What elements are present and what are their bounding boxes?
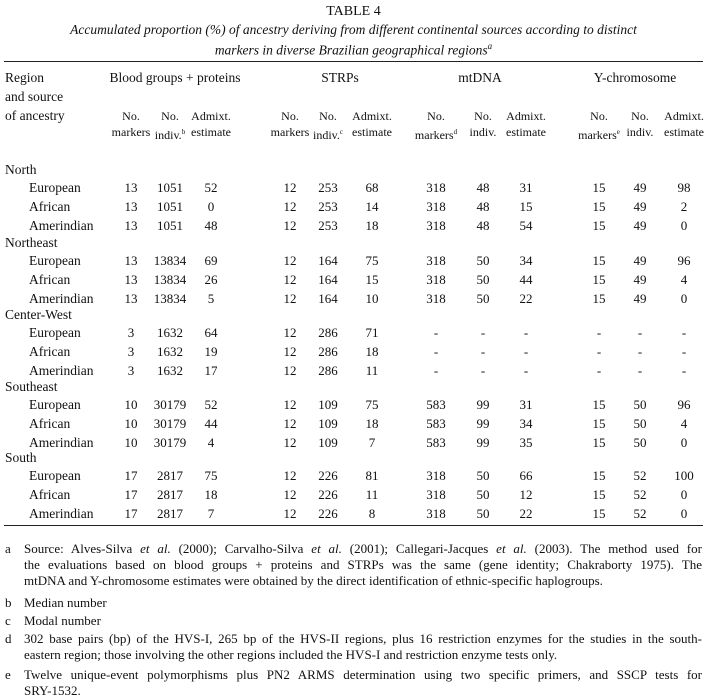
- subheader-footnote-mark: c: [339, 128, 343, 136]
- table-cell: 12: [283, 253, 297, 268]
- table-cell: 226: [318, 468, 338, 483]
- bottom-rule: [4, 525, 703, 526]
- table-cell: 50: [476, 468, 490, 483]
- table-cell: 15: [592, 397, 606, 412]
- table-cell: 48: [476, 180, 490, 195]
- table-cell: 15: [592, 435, 606, 450]
- table-cell: 50: [476, 272, 490, 287]
- table-cell: 226: [318, 487, 338, 502]
- ancestry-source-label: Amerindian: [29, 291, 94, 306]
- table-cell: 34: [519, 253, 533, 268]
- table-cell: 13834: [153, 291, 187, 306]
- table-cell: -: [637, 344, 643, 359]
- table-cell: 99: [476, 397, 490, 412]
- subheader-line-1: No.: [281, 109, 299, 123]
- table-cell: 99: [476, 435, 490, 450]
- stub-header-line: of ancestry: [5, 108, 65, 123]
- table-cell: 4: [680, 416, 688, 431]
- subheader-line-2: indiv.: [626, 125, 654, 139]
- table-cell: -: [433, 363, 439, 378]
- table-cell: 164: [318, 253, 338, 268]
- table-cell: 12: [283, 180, 297, 195]
- table-cell: 1632: [157, 363, 183, 378]
- table-cell: 1051: [157, 218, 183, 233]
- table-cell: 318: [426, 253, 446, 268]
- subheader-line-2: indiv.$^c$: [313, 128, 343, 142]
- subheader-line-2: indiv.$^b$: [154, 128, 186, 142]
- region-label: South: [5, 450, 37, 465]
- table-cell: 318: [426, 180, 446, 195]
- table-cell: 1051: [157, 180, 183, 195]
- table-cell: 68: [365, 180, 379, 195]
- table-cell: 253: [318, 199, 338, 214]
- table-cell: 15: [592, 291, 606, 306]
- table-cell: 2817: [157, 506, 183, 521]
- table-cell: 98: [677, 180, 691, 195]
- table-cell: 75: [365, 397, 379, 412]
- table-cell: 0: [680, 435, 688, 450]
- subheader-line-1: No.: [427, 109, 445, 123]
- table-cell: 3: [127, 325, 135, 340]
- table-cell: 18: [365, 344, 379, 359]
- table-cell: -: [480, 344, 486, 359]
- footnote-text: [24, 667, 702, 699]
- table-cell: 49: [633, 180, 647, 195]
- table-cell: 48: [476, 218, 490, 233]
- table-cell: 15: [592, 506, 606, 521]
- table-cell: 15: [365, 272, 379, 287]
- table-cell: 7: [368, 435, 376, 450]
- table-cell: 1632: [157, 325, 183, 340]
- column-group-header: Y-chromosome: [593, 70, 677, 85]
- footnote-line: Modal number: [24, 613, 101, 628]
- table-cell: 50: [633, 416, 647, 431]
- footnote-text: [24, 631, 702, 663]
- table-cell: 22: [519, 291, 533, 306]
- table-cell: 30179: [153, 435, 187, 450]
- table-cell: 96: [677, 397, 691, 412]
- ancestry-source-label: European: [29, 180, 81, 195]
- table-cell: 12: [283, 325, 297, 340]
- footnote-mark: b: [5, 595, 12, 610]
- table-cell: 15: [592, 272, 606, 287]
- table-cell: -: [596, 344, 602, 359]
- ancestry-source-label: European: [29, 468, 81, 483]
- table-cell: 30179: [153, 397, 187, 412]
- table-cell: 109: [318, 397, 338, 412]
- table-cell: 18: [365, 416, 379, 431]
- table-cell: 11: [365, 487, 379, 502]
- table-title: TABLE 4: [326, 4, 381, 19]
- table-cell: 11: [365, 363, 379, 378]
- table-cell: 0: [680, 291, 688, 306]
- table-cell: 226: [318, 506, 338, 521]
- table-cell: 81: [365, 468, 379, 483]
- table-cell: 2817: [157, 468, 183, 483]
- table-cell: 15: [592, 416, 606, 431]
- table-cell: 7: [207, 506, 215, 521]
- column-subheader: [339, 108, 402, 140]
- subheader-line-2: markers$^d$: [414, 128, 458, 142]
- footnote-mark: a: [5, 541, 11, 556]
- table-cell: 13: [124, 291, 138, 306]
- table-caption: [20, 21, 687, 59]
- table-cell: 253: [318, 180, 338, 195]
- ancestry-source-label: Amerindian: [29, 363, 94, 378]
- column-group-header: STRPs: [321, 70, 359, 85]
- table-cell: 583: [426, 435, 446, 450]
- table-cell: 15: [592, 199, 606, 214]
- subheader-line-1: No.: [161, 109, 179, 123]
- column-subheader: [181, 108, 241, 140]
- table-cell: 12: [283, 344, 297, 359]
- ancestry-source-label: Amerindian: [29, 506, 94, 521]
- footnote-line: Median number: [24, 595, 107, 610]
- table-cell: 13: [124, 272, 138, 287]
- subheader-line-2: estimate: [506, 125, 546, 139]
- table-cell: 164: [318, 291, 338, 306]
- table-cell: 15: [519, 199, 533, 214]
- subheader-footnote-mark: e: [616, 128, 620, 136]
- table-cell: 99: [476, 416, 490, 431]
- table-cell: -: [637, 325, 643, 340]
- table-cell: 49: [633, 253, 647, 268]
- table-cell: 0: [680, 218, 688, 233]
- subheader-line-1: No.: [122, 109, 140, 123]
- table-cell: 15: [592, 180, 606, 195]
- table-cell: -: [637, 363, 643, 378]
- table-cell: 31: [519, 397, 533, 412]
- table-cell: -: [433, 344, 439, 359]
- column-subheader: [654, 108, 707, 140]
- table-cell: 253: [318, 218, 338, 233]
- table-cell: 12: [283, 506, 297, 521]
- table-cell: 5: [207, 291, 215, 306]
- table-cell: 286: [318, 344, 338, 359]
- subheader-line-1: Admixt.: [352, 109, 392, 123]
- table-cell: 12: [283, 272, 297, 287]
- table-cell: 34: [519, 416, 533, 431]
- subheader-line-1: Admixt.: [506, 109, 546, 123]
- footnote-line: mtDNA and Y-chromosome estimates were obtained by the direct identification of ethnic-specific haplogroups.: [24, 573, 603, 588]
- table-cell: 109: [318, 435, 338, 450]
- table-cell: 22: [519, 506, 533, 521]
- table-cell: 52: [633, 468, 647, 483]
- table-cell: 52: [204, 180, 218, 195]
- table-cell: 17: [124, 487, 138, 502]
- table-cell: 286: [318, 363, 338, 378]
- table-cell: 75: [204, 468, 218, 483]
- table-cell: 13: [124, 199, 138, 214]
- table-cell: 13: [124, 180, 138, 195]
- table-cell: 15: [592, 253, 606, 268]
- table-cell: 19: [204, 344, 218, 359]
- table-cell: 10: [124, 435, 138, 450]
- table-cell: 4: [207, 435, 215, 450]
- table-cell: 71: [365, 325, 379, 340]
- table-cell: 18: [365, 218, 379, 233]
- subheader-line-1: Admixt.: [191, 109, 231, 123]
- ancestry-source-label: African: [29, 272, 71, 287]
- table-cell: 18: [204, 487, 218, 502]
- footnote-line: eastern region; those involving the other regions included the HVS-I and restriction enzyme tests only.: [24, 647, 558, 662]
- footnote-line: SRY-1532.: [24, 683, 81, 698]
- table-cell: 44: [204, 416, 218, 431]
- table-cell: 12: [519, 487, 533, 502]
- stub-header-line: and source: [5, 89, 64, 104]
- caption-line-1: Accumulated proportion (%) of ancestry deriving from different continental sources according to distinct: [70, 22, 637, 37]
- table-cell: -: [480, 325, 486, 340]
- table-cell: 44: [519, 272, 533, 287]
- caption-footnote-mark: a: [487, 41, 493, 51]
- caption-line-2: markers in diverse Brazilian geographical regions: [214, 42, 488, 58]
- table-cell: 69: [204, 253, 218, 268]
- table-cell: 0: [680, 506, 688, 521]
- table-cell: 12: [283, 291, 297, 306]
- table-cell: 50: [633, 397, 647, 412]
- table-cell: 318: [426, 291, 446, 306]
- footnote-text: [24, 595, 702, 611]
- subheader-line-2: markers: [270, 125, 310, 139]
- table-cell: 2817: [157, 487, 183, 502]
- subheader-line-1: No.: [474, 109, 492, 123]
- ancestry-source-label: Amerindian: [29, 435, 94, 450]
- table-cell: 3: [127, 363, 135, 378]
- table-cell: 0: [680, 487, 688, 502]
- subheader-line-2: estimate: [352, 125, 392, 139]
- table-cell: 52: [633, 487, 647, 502]
- column-group-header: Blood groups + proteins: [109, 70, 241, 85]
- table-cell: 583: [426, 397, 446, 412]
- table-cell: 15: [592, 218, 606, 233]
- table-cell: -: [681, 325, 687, 340]
- table-cell: 17: [124, 468, 138, 483]
- column-subheader: [496, 108, 556, 140]
- table-cell: 318: [426, 468, 446, 483]
- table-cell: 1051: [157, 199, 183, 214]
- table-cell: -: [433, 325, 439, 340]
- table-cell: 52: [204, 397, 218, 412]
- table-cell: 2: [680, 199, 688, 214]
- ancestry-source-label: African: [29, 416, 71, 431]
- table-cell: 100: [674, 468, 694, 483]
- table-cell: 12: [283, 435, 297, 450]
- table-cell: 26: [204, 272, 218, 287]
- table-cell: 64: [204, 325, 218, 340]
- table-cell: 14: [365, 199, 379, 214]
- footnote-text: [24, 541, 702, 589]
- region-label: Southeast: [5, 379, 58, 394]
- subheader-footnote-mark: d: [453, 128, 458, 136]
- table-cell: 12: [283, 199, 297, 214]
- table-cell: 318: [426, 272, 446, 287]
- subheader-line-2: indiv.: [469, 125, 497, 139]
- table-cell: 35: [519, 435, 533, 450]
- table-cell: 13: [124, 253, 138, 268]
- table-cell: 49: [633, 272, 647, 287]
- table-cell: 17: [124, 506, 138, 521]
- region-label: Center-West: [5, 307, 72, 322]
- table-cell: 318: [426, 199, 446, 214]
- table-cell: 318: [426, 506, 446, 521]
- table-cell: 0: [207, 199, 215, 214]
- region-label: North: [5, 162, 37, 177]
- table-cell: -: [523, 344, 529, 359]
- footnote-line: Twelve unique-event polymorphisms plus PN2 ARMS determination using two specific primers, and SSCP tests for: [24, 667, 702, 682]
- table-cell: 12: [283, 468, 297, 483]
- subheader-line-1: No.: [590, 109, 608, 123]
- table-cell: -: [480, 363, 486, 378]
- table-cell: -: [596, 325, 602, 340]
- table-cell: 50: [476, 291, 490, 306]
- table-cell: -: [523, 325, 529, 340]
- table-cell: 583: [426, 416, 446, 431]
- table-cell: 12: [283, 397, 297, 412]
- table-cell: 12: [283, 218, 297, 233]
- subheader-footnote-mark: b: [181, 128, 186, 136]
- subheader-line-2: estimate: [191, 125, 231, 139]
- table-cell: 31: [519, 180, 533, 195]
- table-cell: 12: [283, 487, 297, 502]
- table-cell: 52: [633, 506, 647, 521]
- table-cell: 3: [127, 344, 135, 359]
- table-cell: 4: [680, 272, 688, 287]
- table-cell: -: [596, 363, 602, 378]
- subheader-line-2: markers: [111, 125, 151, 139]
- table-cell: 49: [633, 291, 647, 306]
- subheader-line-1: No.: [631, 109, 649, 123]
- table-cell: 286: [318, 325, 338, 340]
- table-cell: 15: [592, 468, 606, 483]
- table-cell: 49: [633, 199, 647, 214]
- ancestry-source-label: African: [29, 199, 71, 214]
- table-cell: 12: [283, 363, 297, 378]
- table-cell: 49: [633, 218, 647, 233]
- table-cell: 8: [368, 506, 376, 521]
- footnote-mark: e: [5, 667, 11, 682]
- table-cell: 50: [476, 253, 490, 268]
- table-cell: 13834: [153, 253, 187, 268]
- footnote-text: [24, 613, 702, 629]
- table-cell: 318: [426, 487, 446, 502]
- top-rule: [4, 61, 703, 62]
- table-cell: 109: [318, 416, 338, 431]
- ancestry-source-label: European: [29, 325, 81, 340]
- region-label: Northeast: [5, 235, 58, 250]
- table-cell: 13: [124, 218, 138, 233]
- ancestry-source-label: African: [29, 487, 71, 502]
- ancestry-source-label: European: [29, 397, 81, 412]
- table-cell: 75: [365, 253, 379, 268]
- table-cell: 48: [476, 199, 490, 214]
- footnote-line: the evaluations based on blood groups + proteins and STRPs was the same (gene identity; Chakraborty 1975). The: [24, 557, 702, 572]
- table-cell: -: [681, 344, 687, 359]
- table-cell: 10: [124, 416, 138, 431]
- table-cell: 318: [426, 218, 446, 233]
- footnote-line: Source: Alves-Silva et al. (2000); Carvalho-Silva et al. (2001); Callegari-Jacques et al. (2003). The method used for: [24, 541, 702, 556]
- table-cell: 50: [476, 487, 490, 502]
- table-cell: 50: [476, 506, 490, 521]
- table-cell: 164: [318, 272, 338, 287]
- subheader-line-2: markers$^e$: [578, 128, 620, 142]
- subheader-line-1: No.: [319, 109, 337, 123]
- table-cell: 30179: [153, 416, 187, 431]
- table-cell: 10: [124, 397, 138, 412]
- table-cell: 10: [365, 291, 379, 306]
- stub-header-line: Region: [5, 70, 44, 85]
- subheader-line-2: estimate: [664, 125, 704, 139]
- table-cell: 66: [519, 468, 533, 483]
- table-cell: 96: [677, 253, 691, 268]
- footnote-mark: c: [5, 613, 11, 628]
- table-cell: -: [523, 363, 529, 378]
- column-group-header: mtDNA: [458, 70, 502, 85]
- table-cell: -: [681, 363, 687, 378]
- ancestry-source-label: Amerindian: [29, 218, 94, 233]
- table-cell: 12: [283, 416, 297, 431]
- table-cell: 48: [204, 218, 218, 233]
- table-cell: 15: [592, 487, 606, 502]
- footnote-mark: d: [5, 631, 12, 646]
- table-cell: 1632: [157, 344, 183, 359]
- table-cell: 17: [204, 363, 218, 378]
- ancestry-source-label: African: [29, 344, 71, 359]
- table-cell: 13834: [153, 272, 187, 287]
- footnote-line: 302 base pairs (bp) of the HVS-I, 265 bp of the HVS-II regions, plus 16 restriction enzymes for the studies in the south-: [24, 631, 702, 646]
- subheader-line-1: Admixt.: [664, 109, 704, 123]
- table-cell: 54: [519, 218, 533, 233]
- ancestry-source-label: European: [29, 253, 81, 268]
- table-cell: 50: [633, 435, 647, 450]
